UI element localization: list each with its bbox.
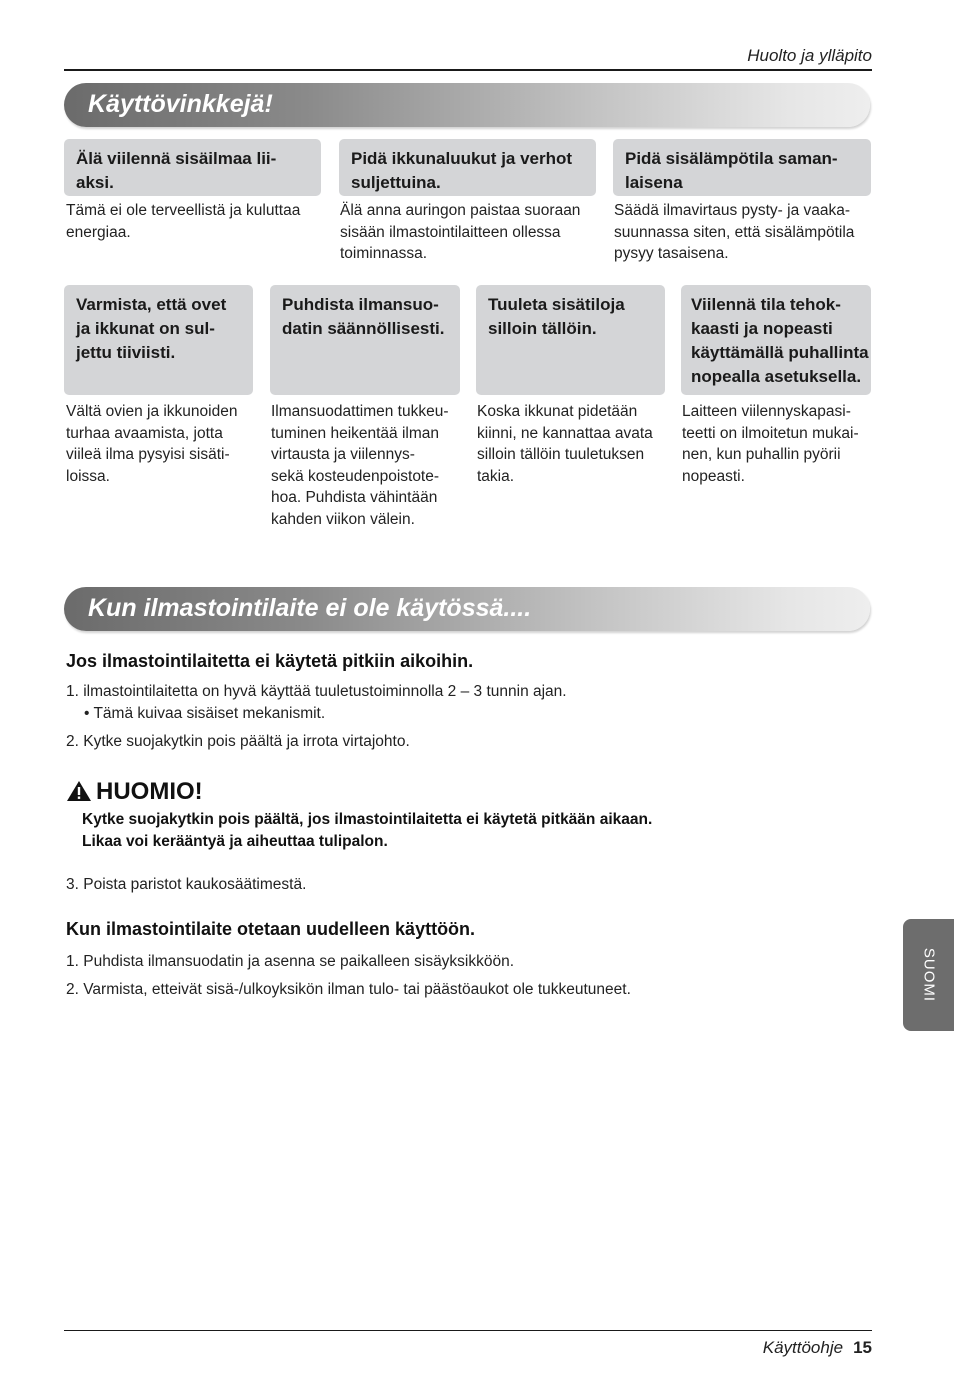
long-term-heading: Jos ilmastointilaitetta ei käytetä pitkiin aikoihin. <box>66 651 474 671</box>
footer-divider <box>64 1330 872 1331</box>
tip-title: Pidä sisälämpötila saman- laisena <box>625 149 838 192</box>
warning-triangle-icon <box>66 780 92 802</box>
tip-title: Varmista, että ovet ja ikkunat on sul- jettu tiiviisti. <box>76 295 227 362</box>
tip-desc: Älä anna auringon paistaa suoraan sisään ilmastointilaitteen ollessa toiminnassa. <box>340 202 581 262</box>
tips-banner <box>64 83 870 127</box>
tip-title: Puhdista ilmansuo- datin säännöllisesti. <box>282 295 445 338</box>
tip-box-no-overcooling <box>64 139 321 196</box>
unused-banner <box>64 587 870 631</box>
tips-banner-title: Käyttövinkkejä! <box>88 90 273 118</box>
caution-line-1: Kytke suojakytkin pois päältä, jos ilmastointilaitetta ei käytetä pitkään aikaan. <box>82 811 653 828</box>
tip-box-close-curtains <box>339 139 596 196</box>
tip-title: Viilennä tila tehok- kaasti ja nopeasti käyttämällä puhallinta nopealla asetuksella. <box>691 295 869 386</box>
tip-box-seal-doors <box>64 285 253 395</box>
language-tab-label: SUOMI <box>920 947 937 1003</box>
footer-doc-name: Käyttöohje <box>762 1338 844 1357</box>
tip-box-clean-filter <box>270 285 460 395</box>
caution-title-text: HUOMIO! <box>96 778 203 805</box>
caution-line-2: Likaa voi kerääntyä ja aiheuttaa tulipalon. <box>82 833 388 850</box>
header-divider <box>64 69 872 71</box>
tip-box-ventilate <box>476 285 665 395</box>
reuse-step-2: 2. Varmista, etteivät sisä-/ulkoyksikön ilman tulo- tai päästöaukot ole tukkeutuneet. <box>66 981 631 998</box>
caution-title <box>66 778 203 806</box>
tip-title: Tuuleta sisätiloja silloin tällöin. <box>488 295 625 338</box>
long-term-step-1-note: • Tämä kuivaa sisäiset mekanismit. <box>84 705 326 722</box>
long-term-step-3: 3. Poista paristot kaukosäätimestä. <box>66 876 307 893</box>
tip-desc: Tämä ei ole terveellistä ja kuluttaa energiaa. <box>66 202 301 241</box>
page-footer <box>763 1338 872 1358</box>
language-tab <box>903 919 954 1031</box>
tip-desc: Laitteen viilennyskapasi- teetti on ilmoitetun mukai- nen, kun puhallin pyörii nopeasti. <box>682 403 859 485</box>
tip-desc: Säädä ilmavirtaus pysty- ja vaaka- suunnassa siten, että sisälämpötila pysyy tasaisena. <box>614 202 855 262</box>
tip-desc: Vältä ovien ja ikkunoiden turhaa avaamista, jotta viileä ilma pysyisi sisäti- loissa. <box>66 403 238 485</box>
tip-box-fast-fan <box>681 285 871 395</box>
tip-title: Älä viilennä sisäilmaa lii- aksi. <box>76 149 277 192</box>
long-term-step-1: 1. ilmastointilaitetta on hyvä käyttää tuuletustoiminnolla 2 – 3 tunnin ajan. <box>66 683 567 700</box>
tip-box-even-temperature <box>613 139 871 196</box>
tip-title: Pidä ikkunaluukut ja verhot suljettuina. <box>351 149 573 192</box>
reuse-step-1: 1. Puhdista ilmansuodatin ja asenna se paikalleen sisäyksikköön. <box>66 953 515 970</box>
unused-banner-title: Kun ilmastointilaite ei ole käytössä.... <box>88 594 532 622</box>
reuse-heading: Kun ilmastointilaite otetaan uudelleen käyttöön. <box>66 919 476 939</box>
tip-desc: Koska ikkunat pidetään kiinni, ne kannattaa avata silloin tällöin tuuletuksen takia. <box>477 403 653 485</box>
long-term-step-2: 2. Kytke suojakytkin pois päältä ja irrota virtajohto. <box>66 733 410 750</box>
tip-desc: Ilmansuodattimen tukkeu- tuminen heikentää ilman virtausta ja viilennys- sekä kosteudenpoistote- hoa. Puhdista vähintään kahden viikon välein. <box>271 403 449 528</box>
running-header: Huolto ja ylläpito <box>747 46 872 65</box>
page-number: 15 <box>853 1338 872 1357</box>
